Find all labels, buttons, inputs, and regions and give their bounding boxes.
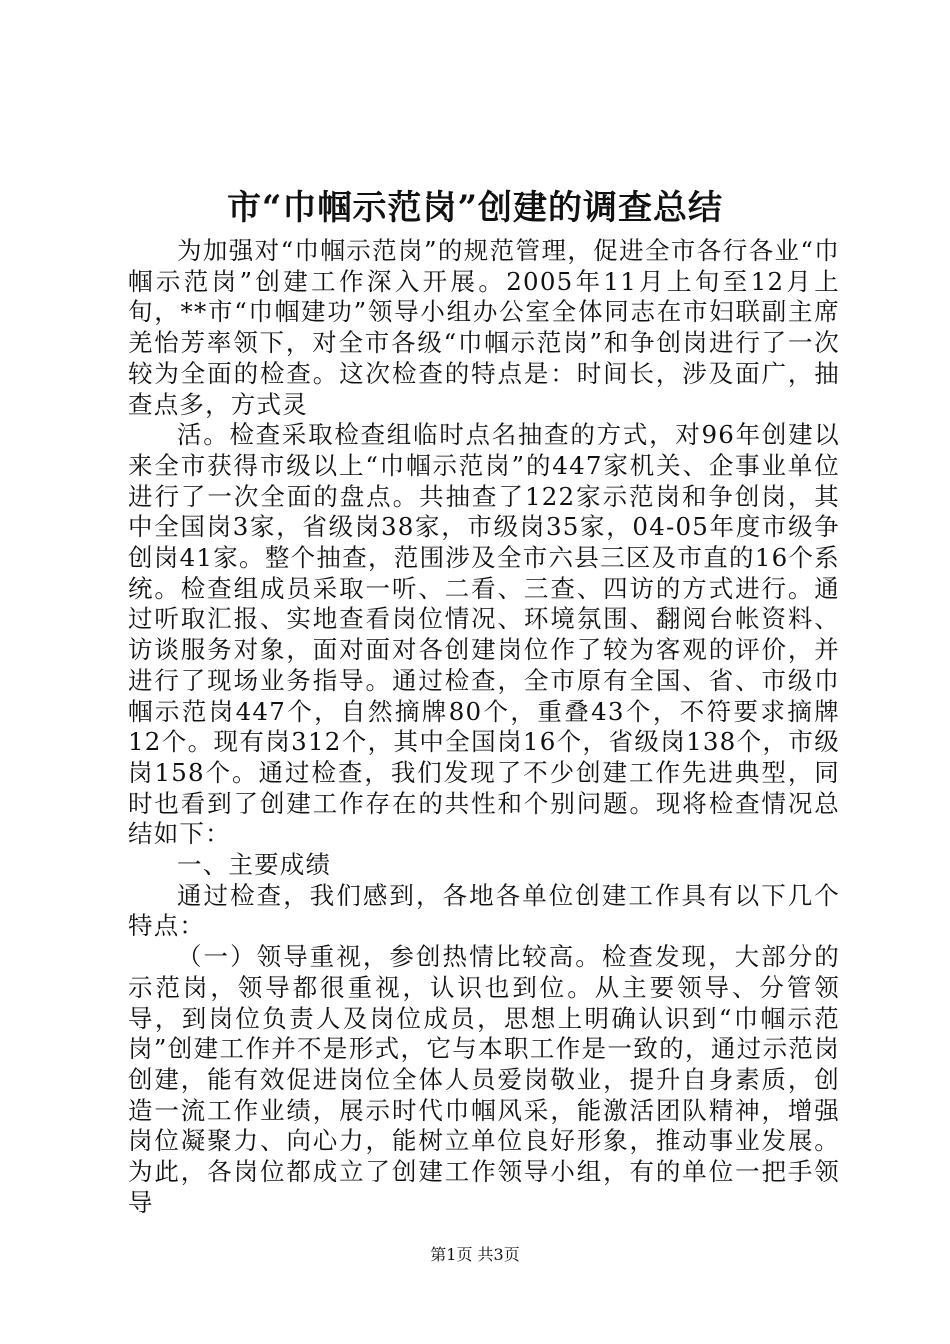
paragraph-leadership: （一）领导重视，参创热情比较高。检查发现，大部分的示范岗，领导都很重视，认识也到位。从主要领导、分管领导，到岗位负责人及岗位成员，思想上明确认识到“巾帼示范岗”创建工作并不是形式，它与本职工作是一致的，通过示范岗创建，能有效促进岗位全体人员爱岗敬业，提升自身素质，创造一流工作业绩，展示时代巾帼风采，能激活团队精神，增强岗位凝聚力、向心力，能树立单位良好形象，推动事业发展。为此，各岗位都成立了创建工作领导小组，有的单位一把手领导 bbox=[128, 942, 840, 1217]
page-footer: 第1页 共3页 bbox=[430, 1245, 520, 1264]
paragraph-features-intro: 通过检查，我们感到，各地各单位创建工作具有以下几个特点： bbox=[128, 880, 840, 941]
document-body bbox=[128, 236, 840, 1219]
document-title: 市“巾帼示范岗”创建的调查总结 bbox=[226, 188, 724, 228]
section-heading-achievements: 一、主要成绩 bbox=[177, 850, 332, 880]
paragraph-intro: 为加强对“巾帼示范岗”的规范管理，促进全市各行各业“巾帼示范岗”创建工作深入开展。2005年11月上旬至12月上旬，**市“巾帼建功”领导小组办公室全体同志在市妇联副主席羌怡芳率领下，对全市各级“巾帼示范岗”和争创岗进行了一次较为全面的检查。这次检查的特点是：时间长，涉及面广，抽查点多，方式灵 bbox=[128, 236, 840, 419]
paragraph-inspection: 活。检查采取检查组临时点名抽查的方式，对96年创建以来全市获得市级以上“巾帼示范岗”的447家机关、企事业单位进行了一次全面的盘点。共抽查了122家示范岗和争创岗，其中全国岗3家，省级岗38家，市级岗35家，04-05年度市级争创岗41家。整个抽查，范围涉及全市六县三区及市直的16个系统。检查组成员采取一听、二看、三查、四访的方式进行。通过听取汇报、实地查看岗位情况、环境氛围、翻阅台帐资料、访谈服务对象，面对面对各创建岗位作了较为客观的评价，并进行了现场业务指导。通过检查，全市原有全国、省、市级巾帼示范岗447个，自然摘牌80个，重叠43个，不符要求摘牌12个。现有岗312个，其中全国岗16个，省级岗138个，市级岗158个。通过检查，我们发现了不少创建工作先进典型，同时也看到了创建工作存在的共性和个别问题。现将检查情况总结如下： bbox=[128, 420, 840, 849]
